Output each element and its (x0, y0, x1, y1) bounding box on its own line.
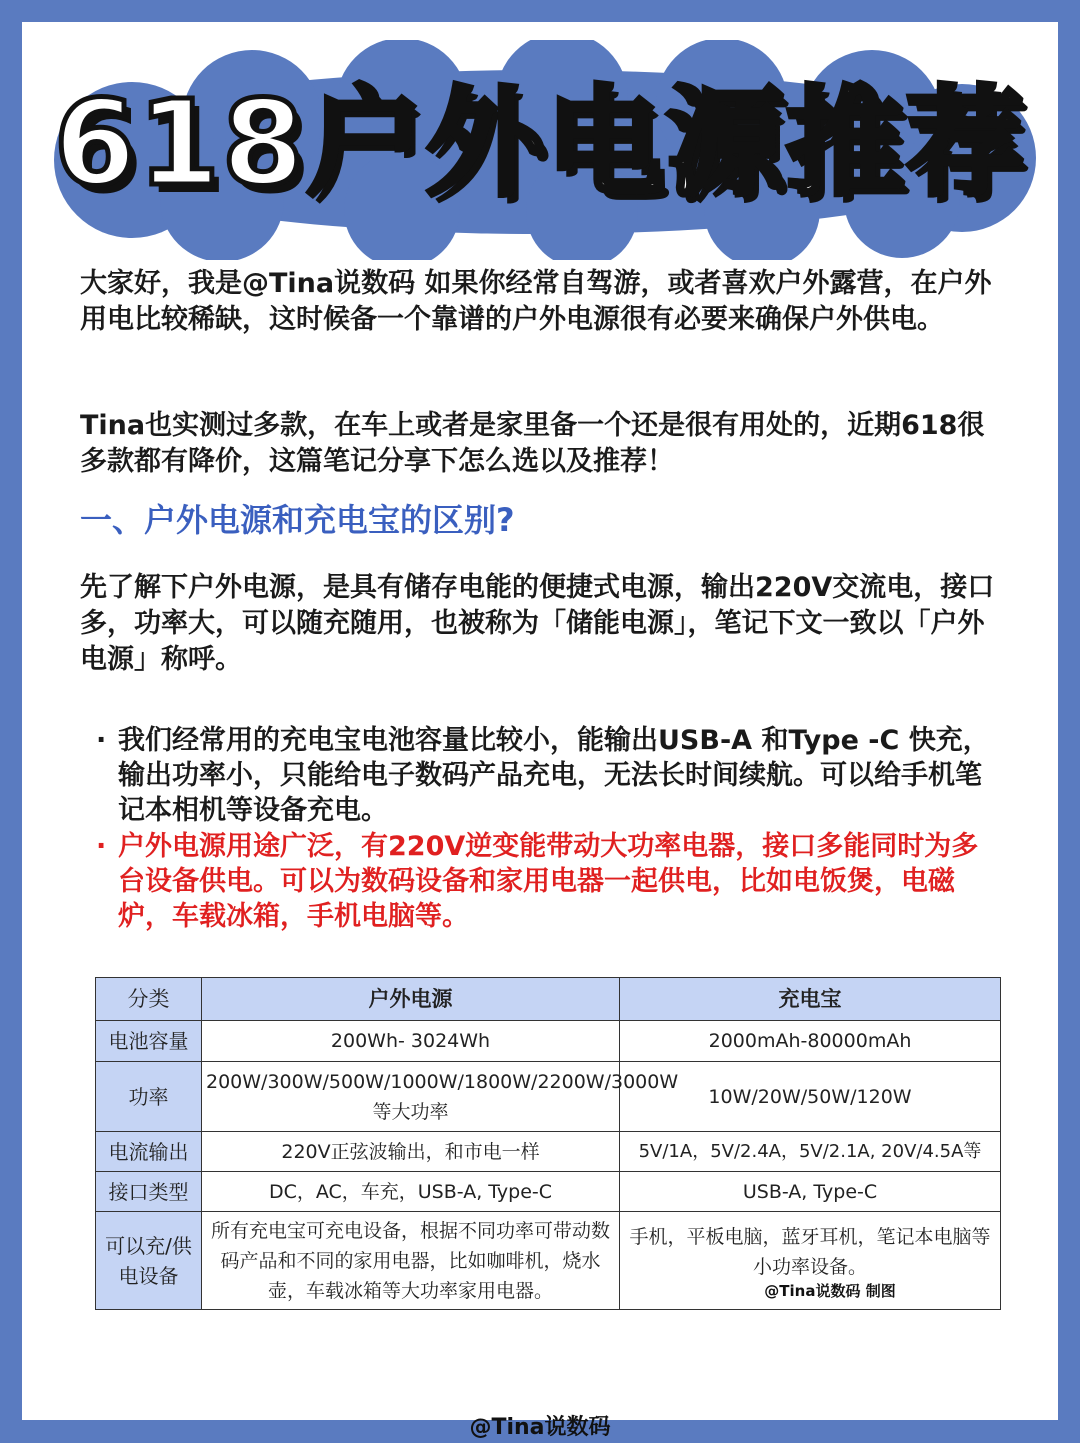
table-header-row (96, 978, 1001, 1021)
bullet-text: 我们经常用的充电宝电池容量比较小，能输出USB-A 和Type -C 快充，输出功率小，只能给电子数码产品充电，无法长时间续航。可以给手机笔记本相机等设备充电。 (118, 725, 990, 826)
row-label: 功率 (96, 1062, 202, 1132)
bullet-text: 户外电源用途广泛，有220V逆变能带动大功率电器，接口多能同时为多台设备供电。可以为数码设备和家用电器一起供电，比如电饭煲，电磁炉，车载冰箱，手机电脑等。 (118, 831, 979, 932)
cell-outdoor: 所有充电宝可充电设备，根据不同功率可带动数码产品和不同的家用电器，比如咖啡机，烧水壶，车载冰箱等大功率家用电器。 (202, 1212, 620, 1310)
table-row (96, 1062, 1001, 1132)
row-label: 电池容量 (96, 1021, 202, 1062)
cell-outdoor: 200W/300W/500W/1000W/1800W/2200W/3000W等大功率 (202, 1062, 620, 1132)
header-power-bank: 充电宝 (620, 978, 1001, 1021)
cell-powerbank-text: 手机，平板电脑，蓝牙耳机，笔记本电脑等小功率设备。 (629, 1225, 991, 1278)
table-credit: @Tina说数码 制图 (764, 1281, 896, 1300)
cell-powerbank: 5V/1A，5V/2.4A，5V/2.1A, 20V/4.5A等 (620, 1132, 1001, 1172)
section-heading: 一、户外电源和充电宝的区别? (80, 501, 515, 539)
intro-paragraph-2: Tina也实测过多款，在车上或者是家里备一个还是很有用处的，近期618很多款都有降价，这篇笔记分享下怎么选以及推荐！ (80, 410, 985, 477)
section-paragraph: 先了解下户外电源，是具有储存电能的便捷式电源，输出220V交流电，接口多，功率大，可以随充随用，也被称为「储能电源」，笔记下文一致以「户外电源」称呼。 (80, 572, 995, 675)
comparison-table (95, 977, 1001, 1310)
header-category: 分类 (96, 978, 202, 1021)
intro-paragraph-1: 大家好，我是@Tina说数码 如果你经常自驾游，或者喜欢户外露营，在户外用电比较稀缺，这时候备一个靠谱的户外电源很有必要来确保户外供电。 (80, 268, 992, 335)
cell-outdoor: 220V正弦波输出，和市电一样 (202, 1132, 620, 1172)
table-row (96, 1172, 1001, 1212)
row-label: 电流输出 (96, 1132, 202, 1172)
table-row (96, 1132, 1001, 1172)
table-row (96, 1212, 1001, 1310)
cell-powerbank: 10W/20W/50W/120W (620, 1062, 1001, 1132)
bullet-item-outdoor-power (96, 829, 996, 934)
row-label: 接口类型 (96, 1172, 202, 1212)
footer-watermark: @Tina说数码 (469, 1415, 611, 1440)
table-row (96, 1021, 1001, 1062)
cell-powerbank: USB-A, Type-C (620, 1172, 1001, 1212)
cell-outdoor: 200Wh- 3024Wh (202, 1021, 620, 1062)
row-label: 可以充/供电设备 (96, 1212, 202, 1310)
page-title: 618户外电源推荐 (53, 74, 1027, 212)
cell-powerbank: 2000mAh-80000mAh (620, 1021, 1001, 1062)
bullet-dot: · (96, 725, 107, 756)
header-outdoor-power: 户外电源 (202, 978, 620, 1021)
bullet-item-powerbank (96, 723, 996, 828)
cell-outdoor: DC，AC，车充，USB-A, Type-C (202, 1172, 620, 1212)
bullet-dot: · (96, 831, 107, 862)
cell-powerbank (620, 1212, 1001, 1310)
